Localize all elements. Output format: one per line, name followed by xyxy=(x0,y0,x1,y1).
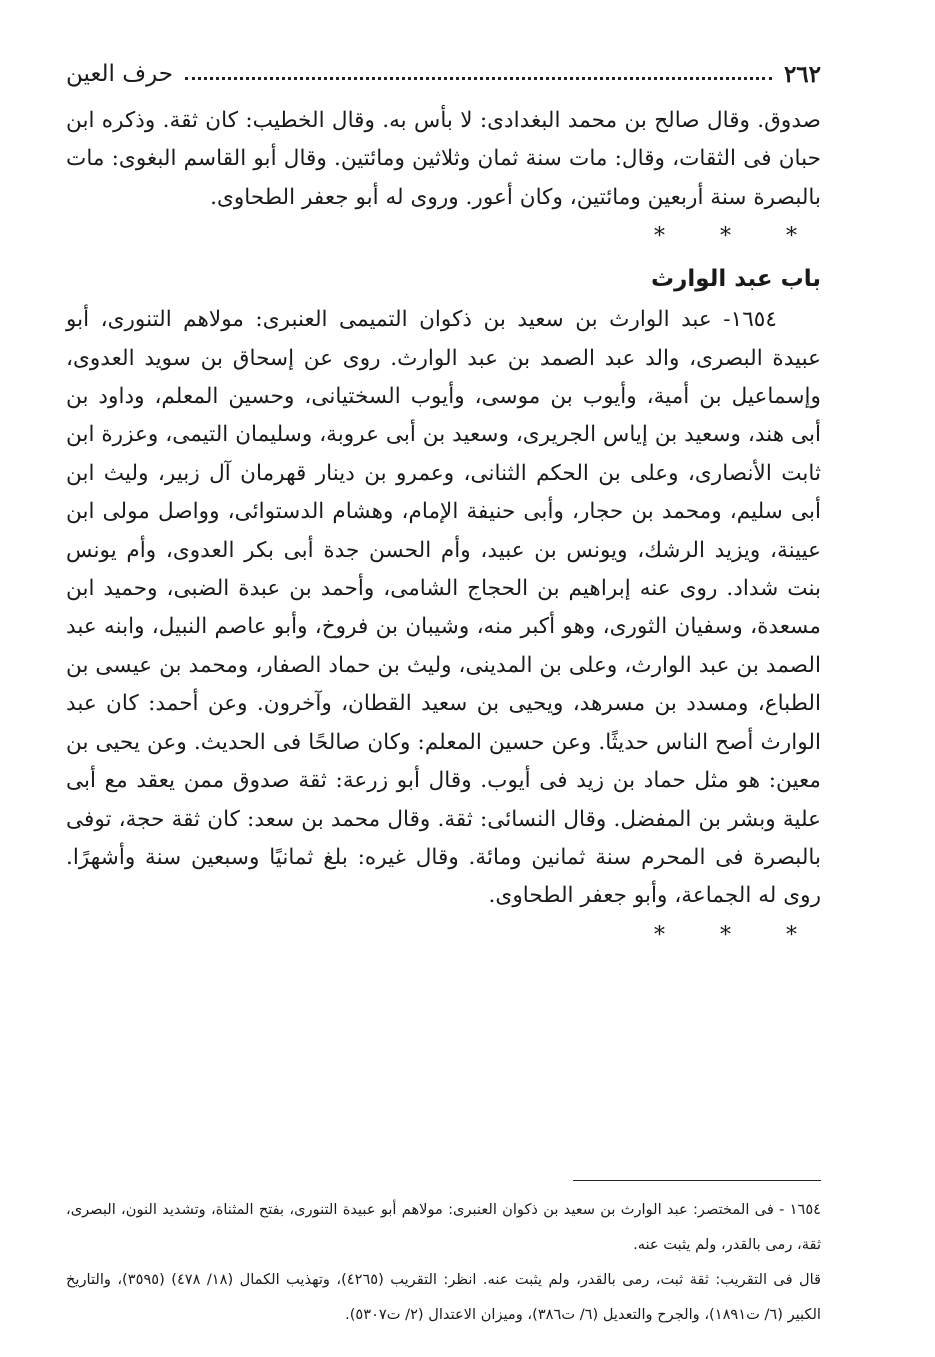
page xyxy=(66,56,821,1336)
page-number: ٢٦٢ xyxy=(783,60,821,88)
entry-1654: ١٦٥٤- عبد الوارث بن سعيد بن ذكوان التميمى العنبرى: مولاهم التنورى، أبو عبيدة البصرى، والد عبد الصمد بن عبد الوارث. روى عن إسحاق بن سويد العدوى، وإسماعيل بن أمية، وأيوب بن موسى، وأيوب السختيانى، وحسين المعلم، وداود بن أبى هند، وسعيد بن إياس الجريرى، وسعيد بن أبى عروبة، وسليمان التيمى، وعزرة ابن ثابت الأنصارى، وعلى بن الحكم الثنانى، وعمرو بن دينار قهرمان آل زبير، وليث ابن أبى سليم، ومحمد بن حجار، وأبى حنيفة الإمام، وهشام الدستوائى، وواصل مولى ابن عيينة، ويزيد الرشك، ويونس بن عبيد، وأم الحسن جدة أبى بكر العدوى، وأم يونس بنت شداد. روى عنه إبراهيم بن الحجاج الشامى، وأحمد بن عبدة الضبى، وحميد ابن مسعدة، وسفيان الثورى، وهو أكبر منه، وشيبان بن فروخ، وأبو عاصم النبيل، وابنه عبد الصمد بن عبد الوارث، وعلى بن المدينى، وليث بن حماد الصفار، ومحمد بن عيسى بن الطباع، ومسدد بن مسرهد، ويحيى بن سعيد القطان، وآخرون. وعن أحمد: كان عبد الوارث أصح الناس حديثًا. وعن حسين المعلم: وكان صالحًا فى الحديث. وعن يحيى بن معين: هو مثل حماد بن زيد فى أيوب. وقال أبو زرعة: ثقة صدوق ممن يعقد مع أبى علية وبشر بن المفضل. وقال النسائى: ثقة. وقال محمد بن سعد: كان ثقة حجة، توفى بالبصرة فى المحرم سنة ثمانين ومائة. وقال غيره: بلغ ثمانيًا وسبعين سنة وأشهرًا. روى له الجماعة، وأبو جعفر الطحاوى. xyxy=(66,307,821,909)
chapter-title: حرف العين xyxy=(66,61,174,87)
section-separator-bottom: * * * xyxy=(654,922,821,948)
footnote-divider xyxy=(573,1180,821,1181)
section-title: باب عبد الوارث xyxy=(651,266,821,293)
running-header xyxy=(66,56,821,92)
section-separator-top: * * * xyxy=(654,224,821,250)
opening-paragraph: صدوق. وقال صالح بن محمد البغدادى: لا بأس به. وقال الخطيب: كان ثقة. وذكره ابن حبان فى الثقات، وقال: مات سنة ثمان وثلاثين ومائتين. وقال أبو القاسم البغوى: مات بالبصرة سنة أربعين ومائتين، وكان أعور. وروى له أبو جعفر الطحاوى. xyxy=(66,108,821,210)
main-text xyxy=(66,102,821,956)
footnotes xyxy=(66,1192,821,1332)
footnote-1: ١٦٥٤ - فى المختصر: عبد الوارث بن سعيد بن ذكوان العنبرى: مولاهم أبو عبيدة التنورى، بفتح المثناة، وتشديد النون، البصرى، ثقة، رمى بالقدر، ولم يثبت عنه. xyxy=(66,1201,821,1253)
footnote-2: قال فى التقريب: ثقة ثبت، رمى بالقدر، ولم يثبت عنه. انظر: التقريب (٤٢٦٥)، وتهذيب الكمال (١٨/ ٤٧٨) (٣٥٩٥)، والتاريخ الكبير (٦/ ت١٨٩١)، والجرح والتعديل (٦/ ت٣٨٦)، وميزان الاعتدال (٢/ ت٥٣٠٧). xyxy=(66,1271,821,1323)
leader-dots xyxy=(185,77,772,80)
